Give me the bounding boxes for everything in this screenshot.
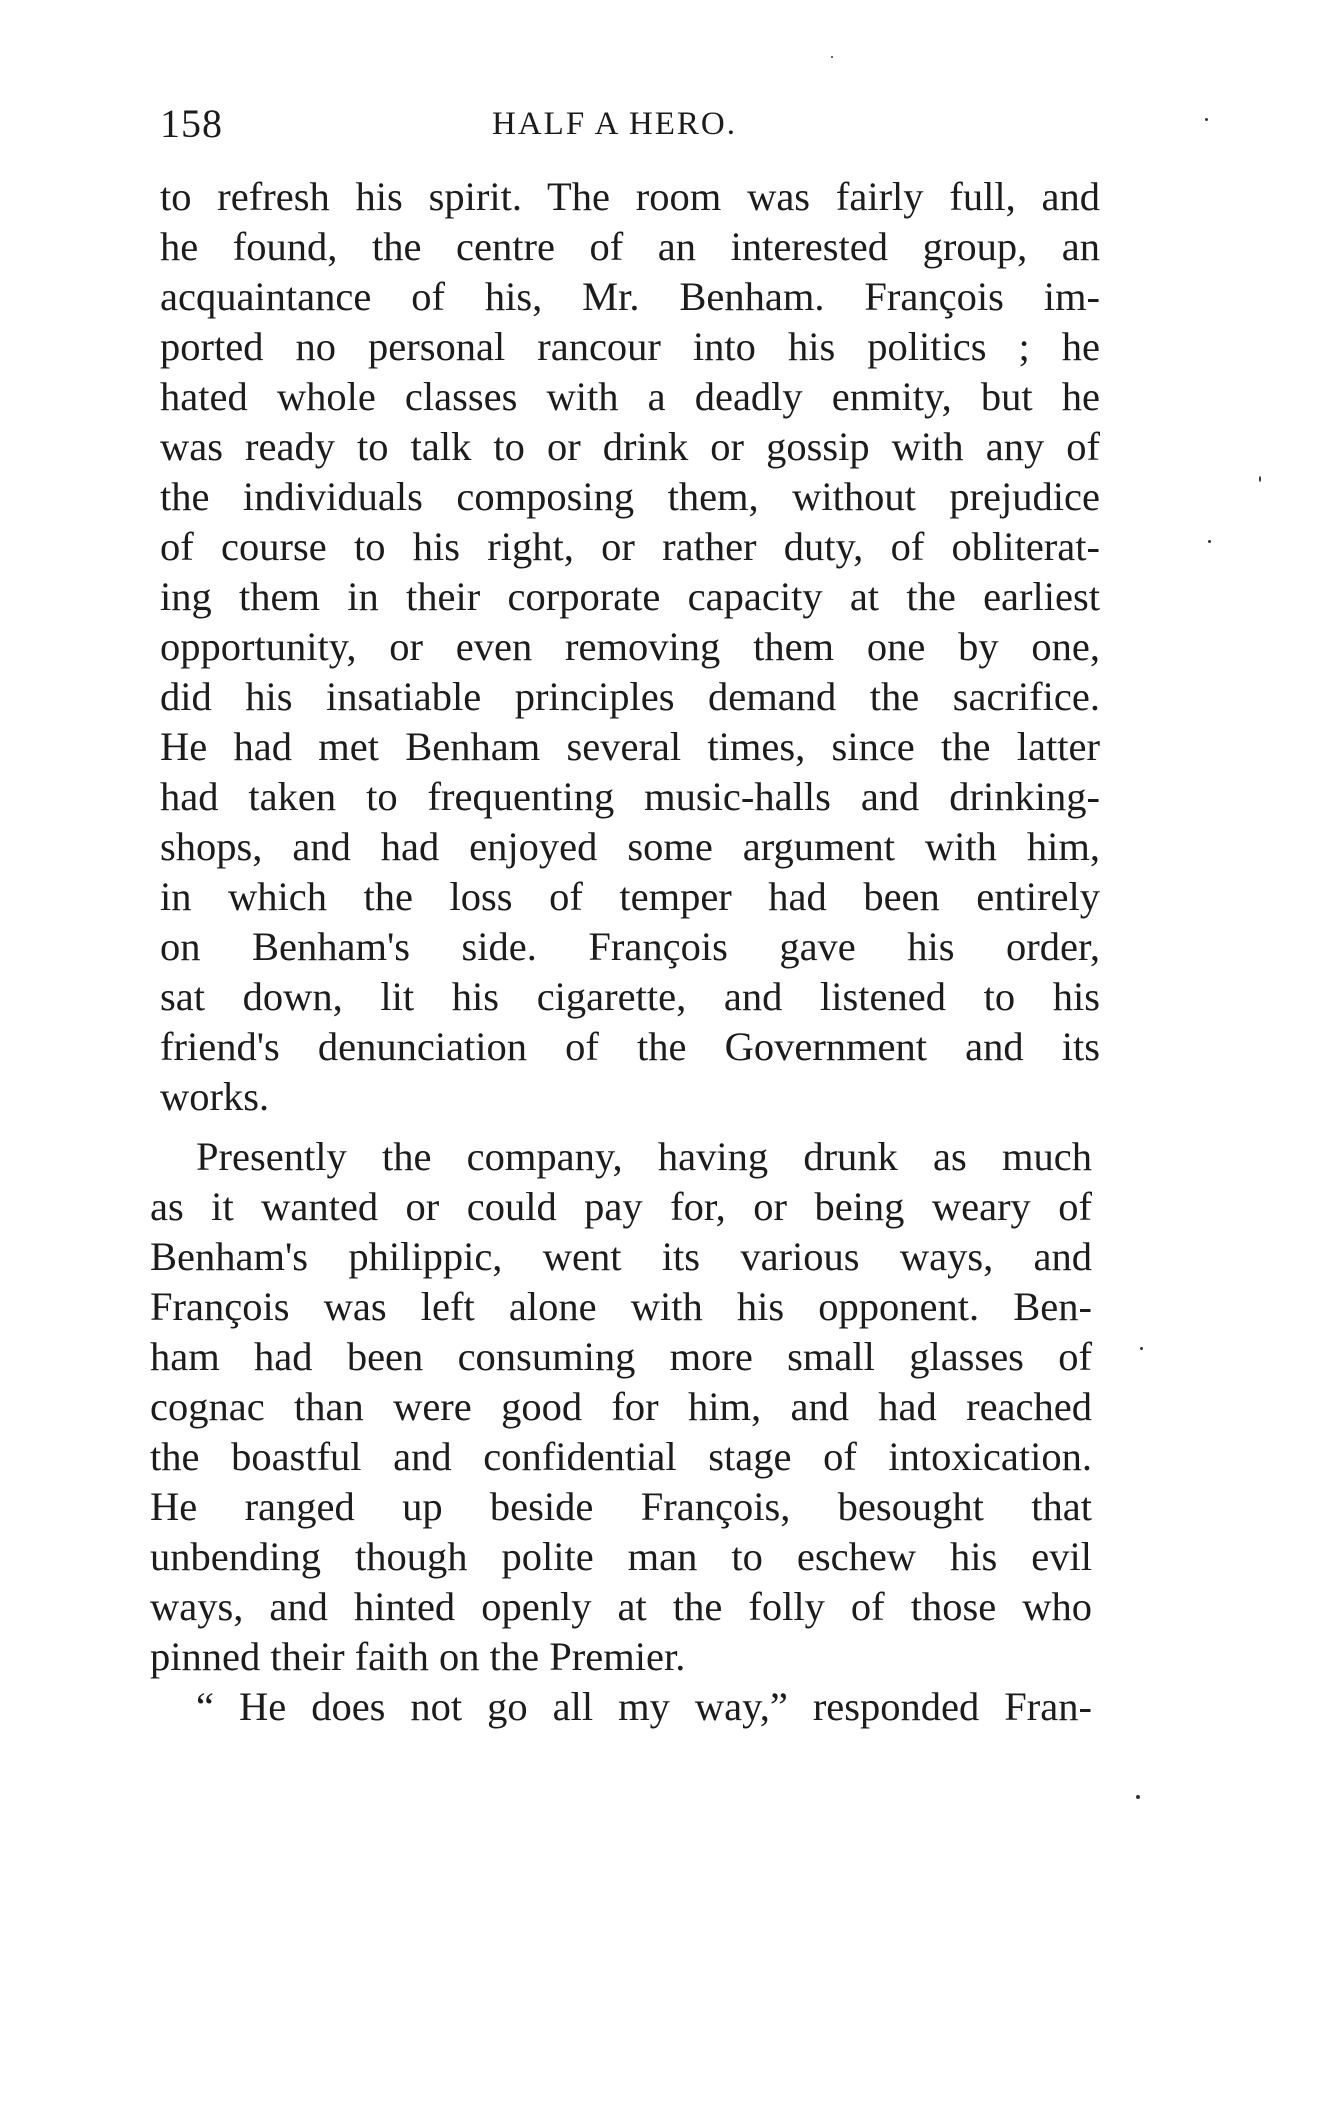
text-line: the boastful and confidential stage of intoxication. (150, 1434, 1092, 1479)
text-line: did his insatiable principles demand the sacrifice. (160, 674, 1100, 719)
text-line: ways, and hinted openly at the folly of those who (150, 1584, 1092, 1629)
text-line: he found, the centre of an interested group, an (160, 224, 1100, 269)
text-line: “ He does not go all my way,” responded Fran- (196, 1684, 1092, 1729)
running-head: HALF A HERO. (492, 106, 737, 142)
page-number: 158 (160, 101, 223, 146)
text-line: friend's denunciation of the Government and its (160, 1024, 1100, 1069)
text-line: on Benham's side. François gave his order, (160, 924, 1100, 969)
text-line: unbending though polite man to eschew his evil (150, 1534, 1092, 1579)
text-line: the individuals composing them, without prejudice (160, 474, 1100, 519)
text-line: opportunity, or even removing them one by one, (160, 624, 1100, 669)
paper-speck (1136, 1795, 1140, 1799)
text-line: ported no personal rancour into his politics ; he (160, 324, 1100, 369)
text-line: He had met Benham several times, since the latter (160, 724, 1100, 769)
text-line: Benham's philippic, went its various ways, and (150, 1234, 1092, 1279)
paper-speck (1205, 118, 1208, 121)
text-line: sat down, lit his cigarette, and listened to his (160, 974, 1100, 1019)
text-line: was ready to talk to or drink or gossip with any of (160, 424, 1100, 469)
text-line: as it wanted or could pay for, or being weary of (150, 1184, 1092, 1229)
text-line: of course to his right, or rather duty, of obliterat- (160, 524, 1100, 569)
text-line: in which the loss of temper had been entirely (160, 874, 1100, 919)
paper-speck (1259, 476, 1261, 482)
text-line: acquaintance of his, Mr. Benham. François im- (160, 274, 1100, 319)
text-line: shops, and had enjoyed some argument with him, (160, 824, 1100, 869)
text-line: to refresh his spirit. The room was fairly full, and (160, 174, 1100, 219)
paper-speck (1208, 540, 1211, 543)
paper-speck (1140, 1347, 1143, 1350)
paper-speck (831, 56, 833, 58)
text-line: had taken to frequenting music-halls and drinking- (160, 774, 1100, 819)
text-line: hated whole classes with a deadly enmity, but he (160, 374, 1100, 419)
text-line: ham had been consuming more small glasses of (150, 1334, 1092, 1379)
page-header (152, 100, 1092, 150)
text-line: He ranged up beside François, besought that (150, 1484, 1092, 1529)
text-line: ing them in their corporate capacity at the earliest (160, 574, 1100, 619)
text-line: François was left alone with his opponent. Ben- (150, 1284, 1092, 1329)
text-line: pinned their faith on the Premier. (150, 1634, 686, 1679)
text-line: Presently the company, having drunk as much (196, 1134, 1092, 1179)
text-line: works. (160, 1074, 270, 1119)
text-line: cognac than were good for him, and had reached (150, 1384, 1092, 1429)
